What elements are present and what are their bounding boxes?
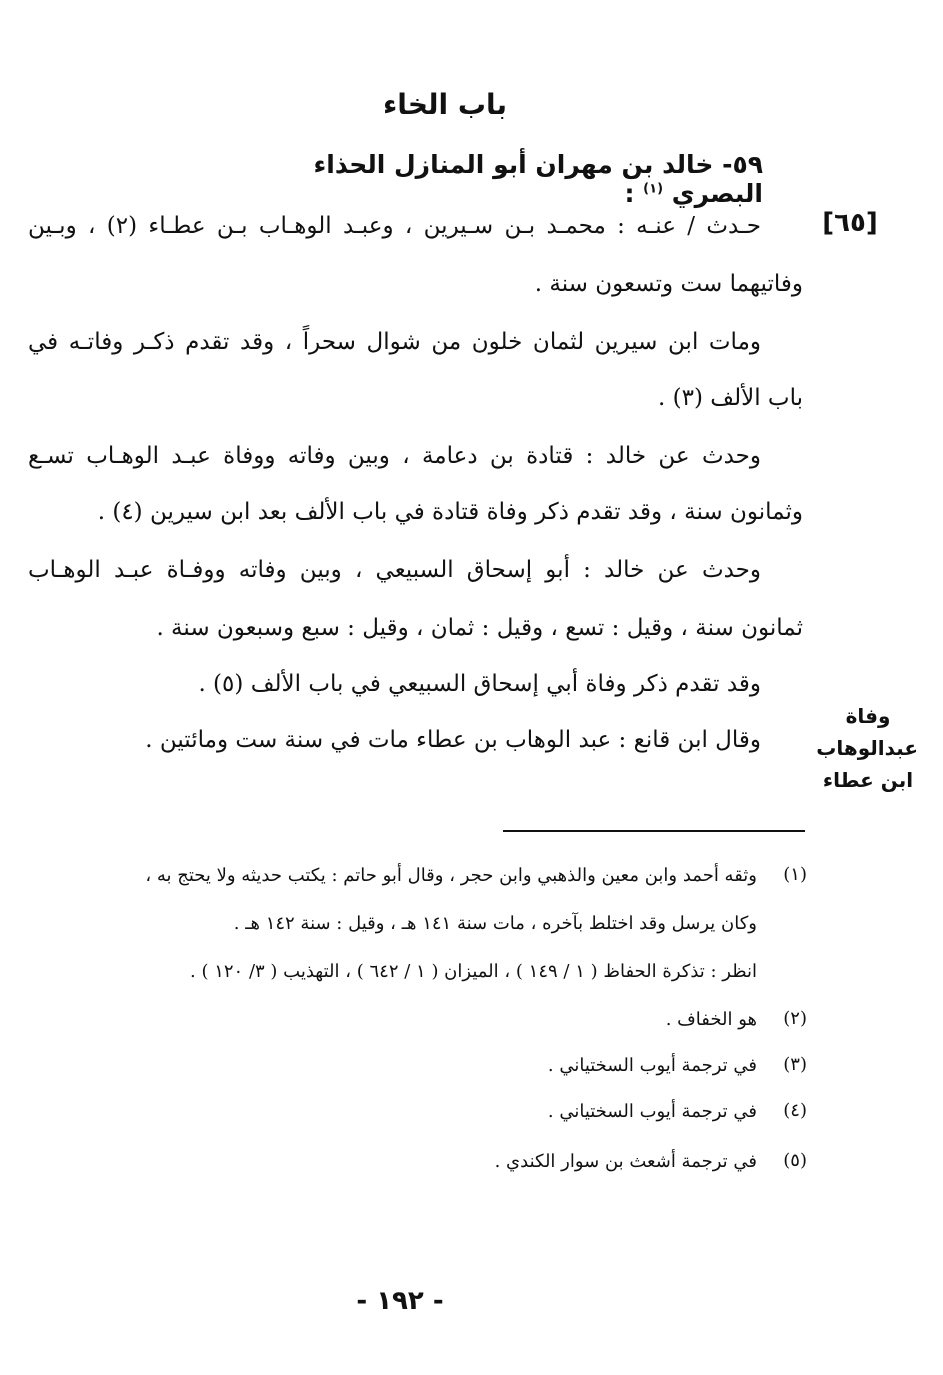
footnote-number: (٤): [783, 1100, 807, 1121]
footnote-separator: [503, 830, 805, 832]
footnote-text: في ترجمة أيوب السختياني .: [547, 1101, 757, 1122]
text-line: وقال ابن قانع : عبد الوهاب بن عطاء مات في سنة ست ومائتين .: [145, 727, 761, 753]
text-line: وحدث عن خالد : أبو إسحاق السبيعي ، وبين وفاته ووفـاة عبـد الوهـاب: [28, 557, 761, 583]
entry-title-colon: :: [624, 179, 635, 208]
footnote-number: (٥): [783, 1150, 807, 1171]
text-line: ومات ابن سيرين لثمان خلون من شوال سحراً ، وقد تقدم ذكـر وفاتـه في: [28, 329, 761, 355]
text-line: حـدث / عنـه : محمـد بـن سـيرين ، وعبـد الوهـاب بـن عطـاء (٢) ، وبـين: [28, 213, 761, 239]
footnote-number: (٢): [783, 1008, 807, 1029]
footnote-text: وكان يرسل وقد اختلط بآخره ، مات سنة ١٤١ هـ ، وقيل : سنة ١٤٢ هـ .: [233, 913, 757, 934]
entry-title-footnote-ref: (١): [643, 181, 664, 197]
text-line: وقد تقدم ذكر وفاة أبي إسحاق السبيعي في باب الألف (٥) .: [198, 671, 761, 697]
text-line: وحدث عن خالد : قتادة بن دعامة ، وبين وفاته ووفاة عبـد الوهـاب تسـع: [28, 443, 761, 469]
footnote-number: (٣): [783, 1054, 807, 1075]
text-line: وثمانون سنة ، وقد تقدم ذكر وفاة قتادة في باب الألف بعد ابن سيرين (٤) .: [97, 499, 803, 525]
margin-note: [818, 700, 918, 796]
margin-note-line: وفاة: [845, 704, 891, 728]
chapter-title: باب الخاء: [382, 88, 508, 121]
margin-note-line: ابن عطاء: [822, 768, 914, 792]
text-line: ثمانون سنة ، وقيل : تسع ، وقيل : ثمان ، وقيل : سبع وسبعون سنة .: [156, 615, 803, 641]
footnote-text: في ترجمة أيوب السختياني .: [547, 1055, 757, 1076]
margin-note-line: عبدالوهاب: [816, 736, 918, 760]
entry-title: [243, 150, 763, 208]
text-line: باب الألف (٣) .: [658, 385, 803, 411]
footnote-text: وثقه أحمد وابن معين والذهبي وابن حجر ، وقال أبو حاتم : يكتب حديثه ولا يحتج به ،: [145, 865, 757, 886]
footnote-text: في ترجمة أشعث بن سوار الكندي .: [494, 1151, 757, 1172]
footnote-text: هو الخفاف .: [665, 1009, 757, 1030]
page-number: - ١٩٢ -: [356, 1286, 444, 1316]
entry-title-text: ٥٩- خالد بن مهران أبو المنازل الحذاء البصري: [313, 150, 763, 208]
text-line: وفاتيهما ست وتسعون سنة .: [534, 271, 803, 297]
entry-bracket-number: [٦٥]: [822, 208, 878, 238]
footnote-number: (١): [783, 864, 807, 885]
footnote-text: انظر : تذكرة الحفاظ ( ١ / ١٤٩ ) ، الميزان ( ١ / ٦٤٢ ) ، التهذيب ( ٣/ ١٢٠ ) .: [190, 961, 757, 982]
